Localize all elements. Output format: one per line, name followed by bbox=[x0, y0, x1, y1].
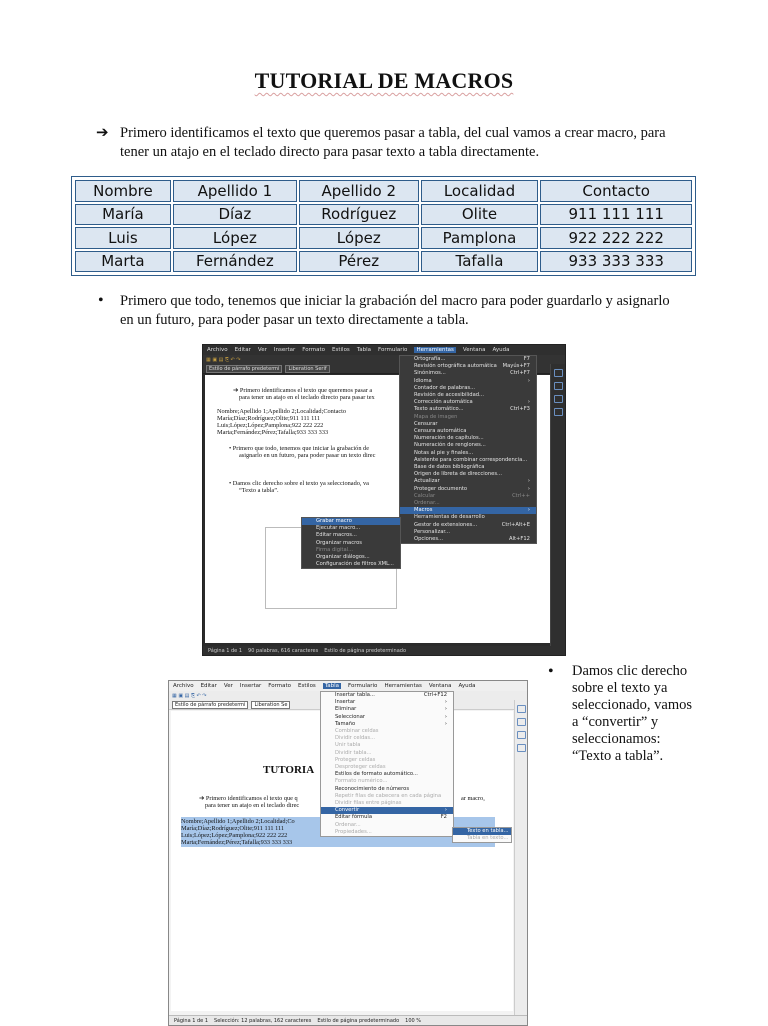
table-cell: 933 333 333 bbox=[540, 251, 692, 273]
menu-item: Mapa de imagen bbox=[414, 413, 458, 420]
menu-formulario[interactable]: Formulario bbox=[348, 683, 378, 689]
menu-insertar[interactable]: Insertar bbox=[273, 347, 296, 353]
table-cell: 911 111 111 bbox=[540, 204, 692, 226]
table-cell: Pamplona bbox=[421, 227, 539, 249]
table-cell: Tafalla bbox=[421, 251, 539, 273]
menu-item[interactable]: Asistente para combinar correspondencia... bbox=[414, 456, 528, 463]
menu-item[interactable]: Personalizar... bbox=[414, 528, 450, 535]
doc-line: para tener un atajo en el teclado direc bbox=[205, 802, 300, 809]
menu-insertar[interactable]: Insertar bbox=[239, 683, 262, 689]
menu-item[interactable]: Contador de palabras... bbox=[414, 384, 476, 391]
doc-line: Marta;Fernández;Pérez;Tafalla;933 333 333 bbox=[217, 429, 329, 436]
status-selection: Selección: 12 palabras, 162 caracteres bbox=[214, 1017, 312, 1024]
tools-menu bbox=[399, 355, 537, 544]
sidebar bbox=[514, 700, 527, 1016]
gallery-icon[interactable] bbox=[554, 395, 563, 403]
toolbar-icons: ▦ ▣ ▤ ⎘ ↶ ↷ bbox=[172, 692, 207, 699]
menu-editar[interactable]: Editar bbox=[200, 683, 217, 689]
table-cell: López bbox=[299, 227, 419, 249]
navigator-icon[interactable] bbox=[517, 744, 526, 752]
menu-item[interactable]: Proteger documento › bbox=[414, 485, 530, 492]
screenshot-table-menu bbox=[168, 680, 528, 1026]
menu-item-grabar-macro[interactable]: Grabar macro bbox=[302, 518, 400, 525]
menu-item[interactable]: Censura automática bbox=[414, 428, 467, 435]
gallery-icon[interactable] bbox=[517, 731, 526, 739]
menu-ayuda[interactable]: Ayuda bbox=[458, 683, 476, 689]
doc-line: Luis;López;López;Pamplona;922 222 222 bbox=[181, 832, 288, 839]
menu-item[interactable]: Notas al pie y finales... bbox=[414, 449, 474, 456]
statusbar bbox=[203, 646, 565, 655]
doc-title: TUTORIA bbox=[263, 764, 315, 776]
menu-item[interactable]: Base de datos bibliográfica bbox=[414, 464, 485, 471]
menu-item: Desproteger celdas bbox=[335, 764, 386, 771]
styles-icon[interactable] bbox=[517, 718, 526, 726]
menu-item: Propiedades... bbox=[335, 828, 372, 835]
doc-line: ➔ Primero identificamos el texto que q bbox=[199, 795, 298, 802]
menu-ventana[interactable]: Ventana bbox=[428, 683, 452, 689]
menu-ver[interactable]: Ver bbox=[257, 347, 267, 353]
menu-item: Dividir celdas... bbox=[335, 735, 376, 742]
table-cell: Díaz bbox=[173, 204, 297, 226]
menu-item-macros[interactable]: Macros › bbox=[400, 507, 536, 514]
bullet-icon: • bbox=[548, 663, 554, 680]
menu-herramientas[interactable]: Herramientas bbox=[416, 347, 454, 353]
menu-item[interactable]: Tamaño › bbox=[335, 720, 447, 727]
macros-submenu bbox=[301, 517, 401, 569]
menu-item[interactable]: Idioma › bbox=[414, 377, 530, 384]
toolbar-icons: ▦ ▣ ▤ ⎘ ↶ ↷ bbox=[206, 356, 241, 363]
doc-line: María;Díaz;Rodríguez;Olite;911 111 111 bbox=[181, 825, 285, 832]
menu-item[interactable]: Ortografía... F7 bbox=[414, 356, 530, 362]
status-page-style: Estilo de página predeterminado bbox=[317, 1017, 400, 1024]
paragraph-style-box[interactable]: Estilo de párrafo predetermi bbox=[206, 365, 282, 373]
menu-editar[interactable]: Editar bbox=[234, 347, 251, 353]
paragraph-style-box[interactable]: Estilo de párrafo predetermi bbox=[172, 701, 248, 709]
table-cell: Pérez bbox=[299, 251, 419, 273]
step3-paragraph: Damos clic derecho sobre el texto ya seleccionado, vamos a “convertir” y seleccionamos: “Texto a tabla”. bbox=[572, 663, 692, 764]
menu-item[interactable]: Sinónimos... Ctrl+F7 bbox=[414, 370, 530, 377]
arrow-bullet-icon: ➔ bbox=[96, 123, 109, 141]
data-table bbox=[71, 176, 696, 276]
sidebar bbox=[550, 364, 565, 646]
menu-item[interactable]: Revisión de accesibilidad... bbox=[414, 392, 485, 399]
menubar bbox=[203, 345, 565, 355]
menu-item[interactable]: Organizar macros bbox=[316, 539, 362, 546]
table-menu bbox=[320, 691, 454, 837]
navigator-icon[interactable] bbox=[554, 408, 563, 416]
screenshot-tools-menu bbox=[202, 344, 566, 656]
table-header-cell: Nombre bbox=[75, 180, 171, 202]
menu-item[interactable]: Corrección automática › bbox=[414, 399, 530, 406]
menu-formato[interactable]: Formato bbox=[268, 683, 292, 689]
font-name-box[interactable]: Liberation Se bbox=[251, 701, 290, 709]
menu-item[interactable]: Actualizar › bbox=[414, 478, 530, 485]
menu-item[interactable]: Texto automático... Ctrl+F3 bbox=[414, 406, 530, 413]
menu-item[interactable]: Ejecutar macro... bbox=[316, 525, 361, 532]
table-header-cell: Apellido 1 bbox=[173, 180, 297, 202]
menu-item[interactable]: Insertar › bbox=[335, 699, 447, 706]
menu-tabla[interactable]: Tabla bbox=[324, 683, 340, 689]
table-cell: 922 222 222 bbox=[540, 227, 692, 249]
doc-line: ➔ Primero identificamos el texto que queremos pasar a bbox=[233, 387, 373, 394]
menu-item: Unir tabla bbox=[335, 742, 361, 749]
menu-item-convertir[interactable]: Convertir › bbox=[321, 807, 453, 814]
menu-formulario[interactable]: Formulario bbox=[378, 347, 408, 353]
menu-item[interactable]: Estilos de formato automático... bbox=[335, 771, 418, 778]
menu-formato[interactable]: Formato bbox=[302, 347, 326, 353]
menu-item[interactable]: Organizar diálogos... bbox=[316, 554, 370, 561]
status-page: Página 1 de 1 bbox=[174, 1017, 209, 1024]
menu-herramientas[interactable]: Herramientas bbox=[384, 683, 422, 689]
doc-line: ar macro, bbox=[461, 795, 485, 802]
menu-item[interactable]: Eliminar › bbox=[335, 706, 447, 713]
menu-ver[interactable]: Ver bbox=[223, 683, 233, 689]
table-row bbox=[75, 204, 692, 226]
menu-item[interactable]: Insertar tabla... Ctrl+F12 bbox=[335, 692, 447, 698]
menu-item[interactable]: Numeración de capítulos... bbox=[414, 435, 484, 442]
menu-item: Proteger celdas bbox=[335, 756, 376, 763]
table-cell: Marta bbox=[75, 251, 171, 273]
status-words: 90 palabras, 616 caracteres bbox=[248, 647, 319, 654]
doc-line: • Damos clic derecho sobre el texto ya seleccionado, va bbox=[229, 480, 369, 487]
menu-item[interactable]: Editar macros... bbox=[316, 532, 357, 539]
table-cell: Fernández bbox=[173, 251, 297, 273]
document-title: TUTORIAL DE MACROS bbox=[254, 68, 514, 93]
table-header-cell: Apellido 2 bbox=[299, 180, 419, 202]
status-zoom[interactable]: 100 % bbox=[405, 1017, 422, 1024]
menu-item[interactable]: Origen de libreta de direcciones... bbox=[414, 471, 502, 478]
menu-item[interactable]: Gestor de extensiones... Ctrl+Alt+E bbox=[414, 521, 530, 528]
menu-item: Formato numérico... bbox=[335, 778, 388, 785]
menu-item[interactable]: Numeración de renglones... bbox=[414, 442, 486, 449]
menu-ayuda[interactable]: Ayuda bbox=[492, 347, 510, 353]
doc-line: • Primero que todo, tenemos que iniciar la grabación de bbox=[229, 445, 369, 452]
menu-item: Ordenar... bbox=[335, 821, 361, 828]
doc-line: Luis;López;López;Pamplona;922 222 222 bbox=[217, 422, 324, 429]
doc-line: asignarlo en un futuro, para poder pasar un texto direc bbox=[239, 452, 376, 459]
doc-line: “Texto a tabla”. bbox=[239, 487, 279, 494]
table-row bbox=[75, 251, 692, 273]
menubar bbox=[169, 681, 527, 691]
menu-item[interactable]: Reconocimiento de números bbox=[335, 785, 410, 792]
styles-icon[interactable] bbox=[554, 382, 563, 390]
properties-icon[interactable] bbox=[517, 705, 526, 713]
menu-item[interactable]: Revisión ortográfica automática Mayús+F7 bbox=[414, 363, 530, 370]
table-header-cell: Contacto bbox=[540, 180, 692, 202]
table-cell: Olite bbox=[421, 204, 539, 226]
menu-item: Repetir filas de cabecera en cada página bbox=[335, 792, 442, 799]
menu-estilos[interactable]: Estilos bbox=[332, 347, 350, 353]
menu-item[interactable]: Censurar bbox=[414, 420, 438, 427]
menu-item: Dividir filas entre páginas bbox=[335, 800, 402, 807]
menu-item: Tabla en texto... bbox=[467, 835, 509, 842]
doc-line: Marta;Fernández;Pérez;Tafalla;933 333 333 bbox=[181, 839, 293, 846]
doc-line: para tener un atajo en el teclado directo para pasar tex bbox=[239, 394, 375, 401]
doc-line: Nombre;Apellido 1;Apellido 2;Localidad;Co bbox=[181, 818, 295, 825]
menu-item[interactable]: Configuración de filtros XML... bbox=[316, 561, 394, 568]
step2-paragraph: Primero que todo, tenemos que iniciar la grabación del macro para poder guardarlo y asignarlo en un futuro, para poder pasar un texto directamente a tabla. bbox=[120, 293, 670, 328]
menu-item[interactable]: Seleccionar › bbox=[335, 713, 447, 720]
table-cell: López bbox=[173, 227, 297, 249]
table-header-cell: Localidad bbox=[421, 180, 539, 202]
status-page-style: Estilo de página predeterminado bbox=[324, 647, 407, 654]
doc-line: Nombre;Apellido 1;Apellido 2;Localidad;Contacto bbox=[217, 408, 347, 415]
menu-item[interactable]: Editar fórmula F2 bbox=[335, 814, 447, 821]
menu-item: Ordenar... bbox=[414, 500, 440, 507]
menu-item: Calcular Ctrl++ bbox=[414, 492, 530, 499]
menu-item[interactable]: Herramientas de desarrollo bbox=[414, 514, 485, 521]
menu-item: Firma digital... bbox=[316, 546, 354, 553]
table-cell: Rodríguez bbox=[299, 204, 419, 226]
table-cell: Luis bbox=[75, 227, 171, 249]
menu-item: Combinar celdas bbox=[335, 728, 379, 735]
menu-ventana[interactable]: Ventana bbox=[462, 347, 486, 353]
doc-line: María;Díaz;Rodríguez;Olite;911 111 111 bbox=[217, 415, 321, 422]
menu-estilos[interactable]: Estilos bbox=[298, 683, 316, 689]
menu-tabla[interactable]: Tabla bbox=[356, 347, 372, 353]
menu-archivo[interactable]: Archivo bbox=[173, 683, 194, 689]
font-name-box[interactable]: Liberation Serif bbox=[285, 365, 329, 373]
intro-paragraph: Primero identificamos el texto que queremos pasar a tabla, del cual vamos a crear macro, para tener un atajo en el teclado directo para pasar texto a tabla directamente. bbox=[120, 125, 666, 160]
table-cell: María bbox=[75, 204, 171, 226]
table-row bbox=[75, 227, 692, 249]
convert-submenu bbox=[452, 827, 512, 843]
menu-item-texto-en-tabla[interactable]: Texto en tabla... bbox=[453, 828, 511, 835]
menu-archivo[interactable]: Archivo bbox=[207, 347, 228, 353]
bullet-icon: • bbox=[98, 292, 104, 309]
table-header-row bbox=[75, 180, 692, 202]
menu-item[interactable]: Opciones... Alt+F12 bbox=[414, 536, 530, 543]
status-page: Página 1 de 1 bbox=[208, 647, 243, 654]
menu-item: Dividir tabla... bbox=[335, 749, 372, 756]
properties-icon[interactable] bbox=[554, 369, 563, 377]
